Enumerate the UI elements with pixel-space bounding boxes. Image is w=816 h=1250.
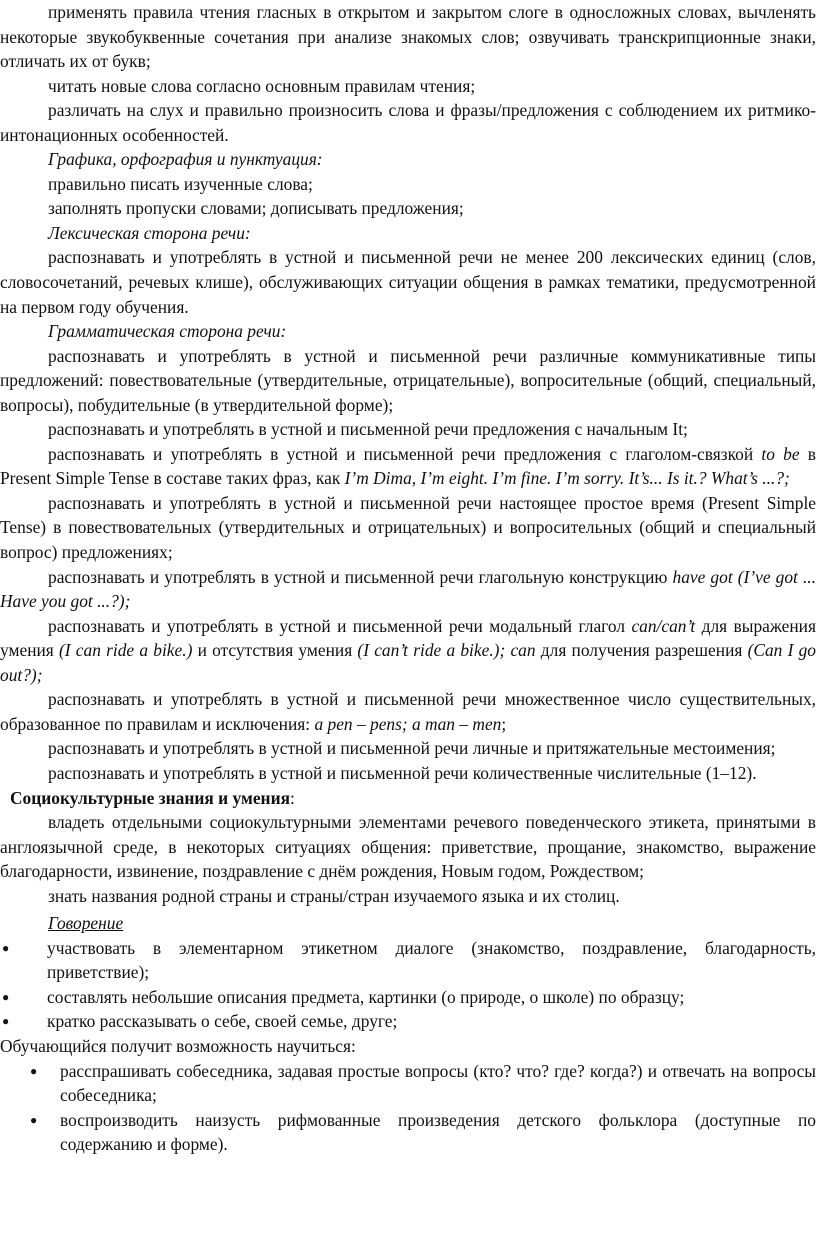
paragraph-sentence-types: распознавать и употреблять в устной и письменной речи различные коммуникативные типы предложений: повествовательные (утвердительные, отрицательные), вопросительные (общий, специальный, вопросы), побудительные (в утвердительной форме); xyxy=(0,345,816,415)
bullet-icon: ● xyxy=(2,989,10,1004)
bullet-icon: ● xyxy=(30,1063,38,1078)
list-item-text: участвовать в элементарном этикетном диалоге (знакомство, поздравление, благодарность, приветствие); xyxy=(47,937,816,983)
text-run-italic: can/can’t xyxy=(631,615,696,636)
text-run-italic: (Can I go out?); xyxy=(0,640,816,685)
paragraph-have-got xyxy=(0,565,816,614)
paragraph-to-be xyxy=(0,442,816,491)
heading-sociocultural-text: Социокультурные знания и умения xyxy=(10,787,291,808)
paragraph-opportunity: Обучающийся получит возможность научиться: xyxy=(0,1035,356,1056)
paragraph-fill-gaps: заполнять пропуски словами; дописывать предложения; xyxy=(48,198,464,219)
paragraph-etiquette: владеть отдельными социокультурными элементами речевого поведенческого этикета, принятыми в англоязычной среде, в некоторых ситуациях общения: приветствие, прощание, знакомство, выражение благодарности, извинение, поздравление с днём рождения, Новым годом, Рождеством; xyxy=(0,812,816,882)
text-run: распознавать и употреблять в устной и письменной речи множественное число существительных, образованное по правилам и исключения: xyxy=(0,689,816,734)
paragraph-country-names: знать названия родной страны и страны/стран изучаемого языка и их столиц. xyxy=(48,885,620,906)
text-run: и отсутствия умения xyxy=(192,640,358,661)
paragraph-write-words: правильно писать изученные слова; xyxy=(48,173,313,194)
heading-colon: : xyxy=(290,787,295,808)
bullet-icon: ● xyxy=(30,1112,38,1127)
paragraph-pronouns: распознавать и употреблять в устной и письменной речи личные и притяжательные местоимения; xyxy=(48,738,776,759)
list-item xyxy=(0,1009,816,1034)
list-item xyxy=(0,1108,816,1157)
text-run-italic: to be xyxy=(761,443,800,464)
list-item-text: кратко рассказывать о себе, своей семье, друге; xyxy=(47,1011,398,1032)
text-run: ; xyxy=(501,713,507,734)
paragraph-can xyxy=(0,614,816,688)
list-item-text: расспрашивать собеседника, задавая простые вопросы (кто? что? где? когда?) и отвечать на вопросы собеседника; xyxy=(60,1060,816,1106)
text-run: в Present Simple Tense в составе таких фраз, как xyxy=(0,443,816,489)
list-item xyxy=(0,1059,816,1108)
heading-speaking xyxy=(0,911,816,936)
paragraph-numerals: распознавать и употреблять в устной и письменной речи количественные числительные (1–12). xyxy=(48,762,757,783)
paragraph-it-sentences: распознавать и употреблять в устной и письменной речи предложения с начальным It; xyxy=(48,419,688,440)
text-run-italic: a pen – pens; a man – men xyxy=(314,713,502,734)
text-run-italic: (I can’t ride a bike.); can xyxy=(357,640,536,661)
paragraph-plural-nouns xyxy=(0,687,816,736)
text-run-italic: (I can ride a bike.) xyxy=(59,640,193,661)
opportunity-bullet-list xyxy=(0,1059,816,1157)
heading-graphics: Графика, орфография и пунктуация: xyxy=(48,149,323,170)
heading-lexical: Лексическая сторона речи: xyxy=(48,222,251,243)
text-run-italic: I’m Dima, I’m eight. I’m fine. I’m sorry. It’s... Is it.? What’s ...?; xyxy=(344,468,790,489)
text-run: распознавать и употреблять в устной и письменной речи модальный глагол xyxy=(48,615,632,636)
list-item-text: составлять небольшие описания предмета, картинки (о природе, о школе) по образцу; xyxy=(47,986,685,1007)
list-item xyxy=(0,936,816,985)
paragraph-lexical-units: распознавать и употреблять в устной и письменной речи не менее 200 лексических единиц (слов, словосочетаний, речевых клише), обслуживающих ситуации общения в рамках тематики, предусмотренной на первом году обучения. xyxy=(0,247,816,317)
text-run-italic: have got (I’ve got ... Have you got ...?); xyxy=(0,566,816,612)
text-run: для выражения умения xyxy=(0,615,816,661)
paragraph-present-simple: распознавать и употреблять в устной и письменной речи настоящее простое время (Present Simple Tense) в повествовательных (утвердительных и отрицательных) и вопросительных (общий и специальный вопрос) предложениях; xyxy=(0,492,816,563)
heading-speaking-text: Говорение xyxy=(48,913,124,934)
speaking-bullet-list xyxy=(0,936,816,1034)
bullet-icon: ● xyxy=(2,1014,10,1029)
paragraph-read-new-words: читать новые слова согласно основным правилам чтения; xyxy=(48,75,476,96)
heading-sociocultural xyxy=(0,786,816,811)
text-run: распознавать и употреблять в устной и письменной речи глагольную конструкцию xyxy=(48,566,673,587)
text-run: распознавать и употреблять в устной и письменной речи предложения с глаголом-связкой xyxy=(48,443,762,464)
bullet-icon: ● xyxy=(2,940,10,955)
list-item-text: воспроизводить наизусть рифмованные произведения детского фольклора (доступные по содержанию и форме). xyxy=(60,1109,816,1155)
heading-grammar: Грамматическая сторона речи: xyxy=(48,321,287,342)
paragraph-pronunciation: различать на слух и правильно произносить слова и фразы/предложения с соблюдением их ритмико-интонационных особенностей. xyxy=(0,100,816,145)
text-run: для получения разрешения xyxy=(535,640,748,661)
list-item xyxy=(0,985,816,1010)
paragraph-reading-rules: применять правила чтения гласных в открытом и закрытом слоге в односложных словах, вычленять некоторые звукобуквенные сочетания при анализе знакомых слов; озвучивать транскрипционные знаки, отличать их от букв; xyxy=(0,2,816,72)
